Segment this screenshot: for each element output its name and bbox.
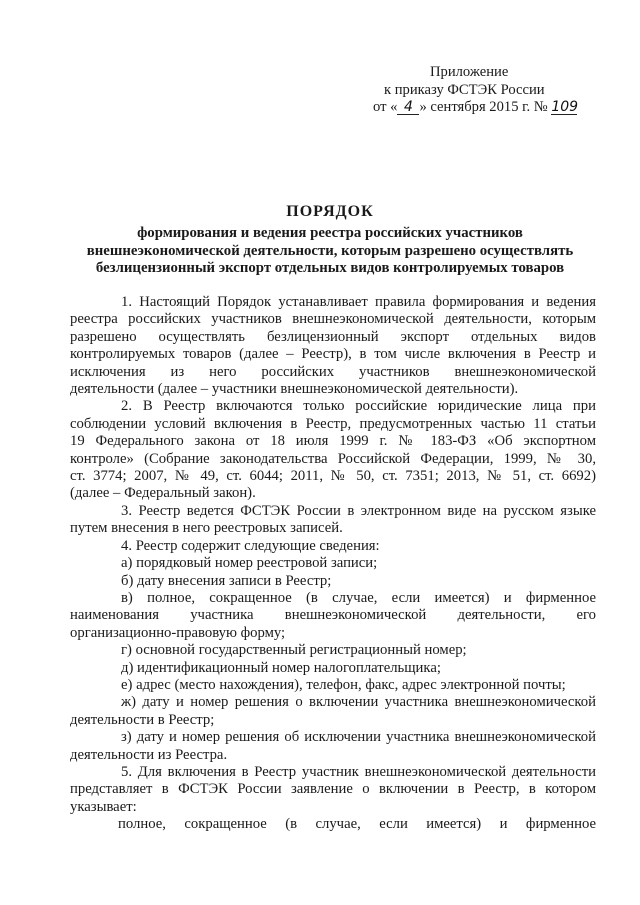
paragraph-1-line: контролируемых товаров (далее – Реестр), в том числе включения в Реестр и	[70, 346, 596, 363]
paragraph-3-line: 3. Реестр ведется ФСТЭК России в электронном виде на русском языке	[121, 502, 596, 519]
list-item-zh: деятельности в Реестр;	[70, 711, 215, 728]
paragraph-1-line: реестра российских участников внешнеэкономической деятельности, которым	[70, 311, 596, 328]
list-item-a: а) порядковый номер реестровой записи;	[121, 555, 378, 572]
document-title	[60, 203, 600, 278]
paragraph-5-line: 5. Для включения в Реестр участник внешнеэкономической деятельности	[121, 763, 596, 780]
paragraph-2-line: (далее – Федеральный закон).	[70, 485, 256, 502]
handwritten-day: 4	[397, 100, 419, 115]
list-item-v: организационно-правовую форму;	[70, 624, 286, 641]
list-item-z: з) дату и номер решения об исключении участника внешнеэкономической	[121, 729, 596, 746]
list-item-zh: ж) дату и номер решения о включении участника внешнеэкономической	[121, 694, 596, 711]
list-item-v: в) полное, сокращенное (в случае, если имеется) и фирменное	[121, 589, 596, 606]
title-heading: ПОРЯДОК	[286, 203, 374, 220]
paragraph-4-line: 4. Реестр содержит следующие сведения:	[121, 537, 380, 554]
paragraph-1-line: разрешено осуществлять безлицензионный экспорт отдельных видов	[70, 328, 596, 345]
handwritten-order-number: 109	[551, 99, 579, 115]
list-item-b: б) дату внесения записи в Реестр;	[121, 572, 332, 589]
paragraph-2-line: ст. 3774; 2007, № 49, ст. 6044; 2011, № 50, ст. 7351; 2013, № 51, ст. 6692)	[70, 468, 596, 485]
paragraph-2-line: 19 Федерального закона от 18 июля 1999 г. № 183-ФЗ «Об экспортном	[70, 433, 596, 450]
appendix-label: Приложение	[430, 64, 509, 80]
appendix-header	[338, 64, 588, 117]
date-middle: » сентября 2015 г. №	[419, 99, 548, 115]
paragraph-1-line: деятельности (далее – участники внешнеэкономической деятельности).	[70, 381, 519, 398]
list-item-e: е) адрес (место нахождения), телефон, факс, адрес электронной почты;	[121, 676, 566, 693]
title-line: безлицензионный экспорт отдельных видов контролируемых товаров	[95, 260, 565, 277]
list-item-v: наименования участника внешнеэкономической деятельности, его	[70, 607, 596, 624]
paragraph-3-line: путем внесения в него реестровых записей.	[70, 520, 343, 537]
paragraph-2-line: соблюдении условий включения в Реестр, предусмотренных частью 11 статьи	[70, 415, 596, 432]
document-body	[70, 294, 596, 834]
paragraph-2-line: контроле» (Собрание законодательства Российской Федерации, 1999, № 30,	[70, 450, 596, 467]
paragraph-1-line: 1. Настоящий Порядок устанавливает правила формирования и ведения	[121, 294, 596, 310]
paragraph-5-line: представляет в ФСТЭК России заявление о включении в Реестр, в котором	[70, 781, 596, 798]
paragraph-5-line: полное, сокращенное (в случае, если имеется) и фирменное	[118, 816, 596, 833]
title-line: формирования и ведения реестра российских участников	[137, 225, 523, 242]
paragraph-2-line: 2. В Реестр включаются только российские юридические лица при	[121, 398, 596, 415]
list-item-g: г) основной государственный регистрационный номер;	[121, 642, 467, 659]
list-item-z: деятельности из Реестра.	[70, 746, 228, 763]
list-item-d: д) идентификационный номер налогоплательщика;	[121, 659, 441, 676]
appendix-order-ref: к приказу ФСТЭК России	[384, 81, 545, 98]
title-line: внешнеэкономической деятельности, которым разрешено осуществлять	[86, 242, 574, 259]
paragraph-5-line: указывает:	[70, 798, 137, 815]
paragraph-1-line: исключения из него российских участников внешнеэкономической	[70, 363, 596, 380]
date-prefix: от «	[373, 99, 398, 115]
appendix-date-line	[338, 99, 588, 117]
